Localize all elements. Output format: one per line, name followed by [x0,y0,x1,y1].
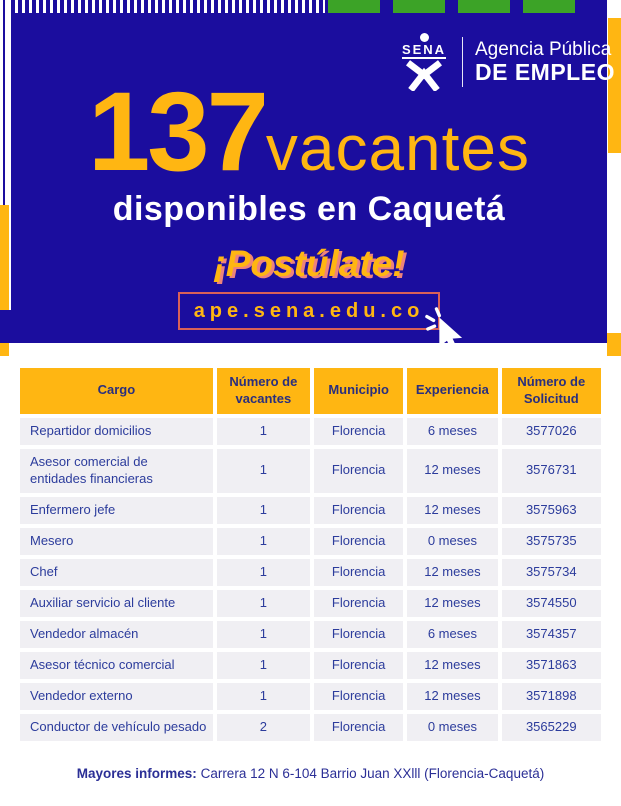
jobs-table [16,364,605,745]
table-cell: 6 meses [407,621,497,648]
table-cell: Florencia [314,559,403,586]
table-row [20,449,601,493]
table-cell: 1 [217,449,310,493]
cursor-click-icon [424,306,470,352]
table-cell: Enfermero jefe [20,497,213,524]
table-cell: Asesor técnico comercial [20,652,213,679]
footer-info [0,766,621,781]
column-header: Municipio [314,368,403,414]
table-cell: Auxiliar servicio al cliente [20,590,213,617]
table-cell: Florencia [314,449,403,493]
table-cell: 3565229 [502,714,601,741]
table-cell: 1 [217,528,310,555]
table-cell: Florencia [314,652,403,679]
table-cell: Asesor comercial de entidades financieras [20,449,213,493]
table-cell: 0 meses [407,528,497,555]
table-row [20,559,601,586]
table-row [20,714,601,741]
table-cell: 1 [217,652,310,679]
table-cell: 1 [217,621,310,648]
left-blue-block [0,310,11,343]
table-cell: 3574550 [502,590,601,617]
table-cell: 12 meses [407,449,497,493]
table-cell: 3575963 [502,497,601,524]
table-cell: Repartidor domicilios [20,418,213,445]
table-cell: Mesero [20,528,213,555]
table-cell: 12 meses [407,590,497,617]
column-header: Cargo [20,368,213,414]
footer-label: Mayores informes: [76,766,197,781]
table-cell: Florencia [314,590,403,617]
table-cell: Florencia [314,497,403,524]
table-cell: 12 meses [407,652,497,679]
left-yellow-bar [0,205,9,310]
table-cell: 3574357 [502,621,601,648]
jobs-table-container [16,364,605,745]
agency-name-line2: DE EMPLEO [475,58,615,85]
table-cell: 1 [217,497,310,524]
table-cell: 12 meses [407,683,497,710]
table-cell: 3575735 [502,528,601,555]
table-header-row [20,368,601,414]
table-cell: Florencia [314,418,403,445]
vacancy-count-label: vacantes [265,112,531,184]
left-yellow-block [0,343,9,356]
footer-address: Carrera 12 N 6-104 Barrio Juan XXlll (Florencia-Caquetá) [196,766,545,781]
vacancy-count: 137 [87,69,266,194]
table-row [20,652,601,679]
stripe-pattern [11,0,325,13]
table-cell: Conductor de vehículo pesado [20,714,213,741]
url-link[interactable]: ape.sena.edu.co [178,292,440,330]
table-cell: Florencia [314,683,403,710]
table-cell: Florencia [314,528,403,555]
table-cell: 3576731 [502,449,601,493]
table-cell: 2 [217,714,310,741]
green-block [328,0,380,13]
table-cell: Chef [20,559,213,586]
table-cell: Florencia [314,714,403,741]
table-cell: 3575734 [502,559,601,586]
table-cell: 1 [217,683,310,710]
table-cell: 1 [217,590,310,617]
table-cell: 1 [217,559,310,586]
table-row [20,683,601,710]
table-cell: 3577026 [502,418,601,445]
table-cell: 0 meses [407,714,497,741]
green-block [458,0,510,13]
table-cell: 12 meses [407,497,497,524]
table-cell: Vendedor almacén [20,621,213,648]
table-cell: Vendedor externo [20,683,213,710]
table-row [20,497,601,524]
column-header: Número de Solicitud [502,368,601,414]
column-header: Número de vacantes [217,368,310,414]
table-row [20,590,601,617]
agency-name-line1: Agencia Pública [475,38,612,60]
column-header: Experiencia [407,368,497,414]
sena-figure-head [420,33,429,42]
table-row [20,418,601,445]
right-yellow-block [607,333,621,356]
table-row [20,621,601,648]
green-block [393,0,445,13]
table-cell: 12 meses [407,559,497,586]
vacancy-subtitle: disponibles en Caquetá [112,190,506,228]
cta-text: ¡Postúlate! [213,243,405,284]
sena-wordmark: SENA [401,42,447,57]
table-row [20,528,601,555]
green-block [523,0,575,13]
table-cell: 6 meses [407,418,497,445]
table-cell: 1 [217,418,310,445]
table-cell: 3571898 [502,683,601,710]
table-cell: Florencia [314,621,403,648]
table-cell: 3571863 [502,652,601,679]
